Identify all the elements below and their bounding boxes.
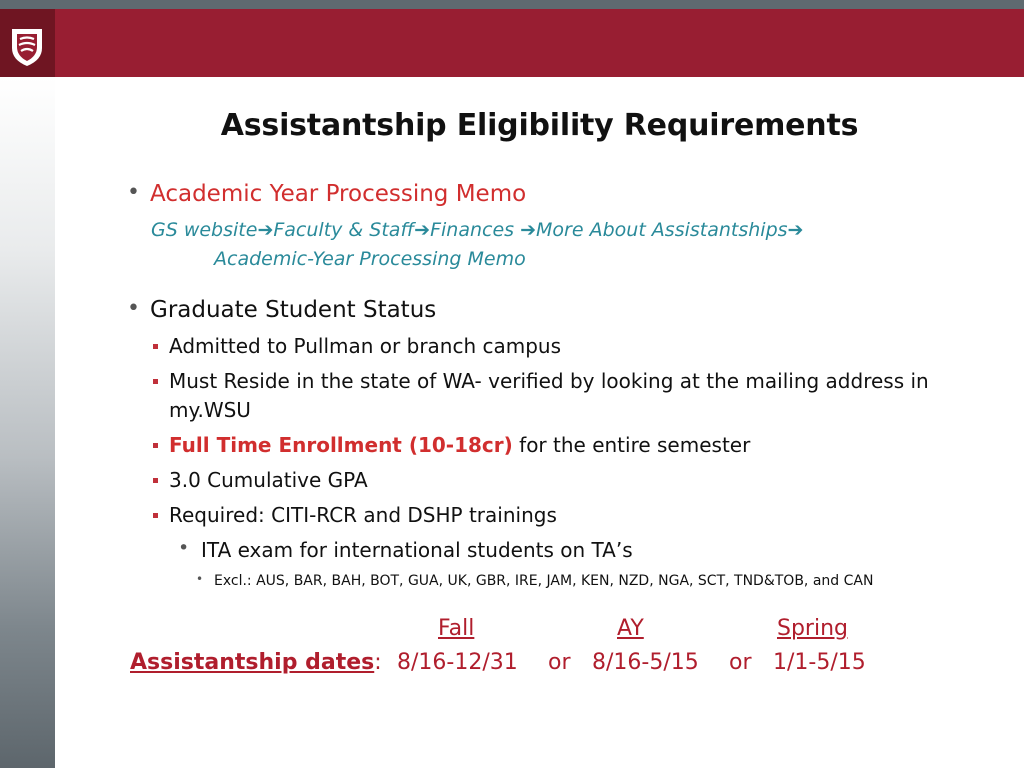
- arrow-right-icon: ➔: [414, 219, 431, 241]
- status-item-trainings: Required: CITI-RCR and DSHP trainings: [169, 503, 557, 527]
- square-bullet: [153, 344, 158, 349]
- status-item-enrollment: [169, 433, 750, 457]
- slide-title: Assistantship Eligibility Requirements: [220, 108, 859, 143]
- or-separator: or: [548, 650, 571, 675]
- bullet-dot: •: [127, 180, 140, 205]
- path-finances: Finances: [430, 219, 515, 241]
- path-faculty-staff: Faculty & Staff: [273, 219, 415, 241]
- left-sidebar-gradient: [0, 77, 55, 768]
- fall-header: Fall: [438, 616, 475, 641]
- enrollment-emphasis: Full Time Enrollment (10-18cr): [169, 433, 513, 457]
- memo-path-line-2: Academic-Year Processing Memo: [214, 248, 526, 270]
- square-bullet: [153, 379, 158, 384]
- path-more-about: More About Assistantships: [536, 219, 788, 241]
- bullet-dot: •: [178, 537, 190, 559]
- square-bullet: [153, 443, 158, 448]
- arrow-right-icon: ➔: [520, 219, 537, 241]
- bullet-dot: •: [127, 296, 140, 321]
- enrollment-rest: for the entire semester: [512, 433, 751, 457]
- path-gs-website: GS website: [151, 219, 258, 241]
- header-banner: [0, 9, 1024, 77]
- arrow-right-icon: ➔: [257, 219, 274, 241]
- memo-heading: Academic Year Processing Memo: [150, 181, 527, 207]
- status-item-admitted: Admitted to Pullman or branch campus: [169, 334, 562, 358]
- logo-box: [0, 9, 55, 77]
- status-item-reside: Must Reside in the state of WA- verified by looking at the mailing address in: [169, 369, 929, 393]
- spring-header: Spring: [777, 616, 848, 641]
- square-bullet: [153, 478, 158, 483]
- or-separator: or: [729, 650, 752, 675]
- memo-path-line-1: [151, 219, 803, 241]
- status-heading: Graduate Student Status: [150, 297, 437, 323]
- ita-exam-text: ITA exam for international students on TA’s: [201, 538, 633, 562]
- square-bullet: [153, 513, 158, 518]
- wsu-shield-logo: [10, 26, 44, 68]
- top-stripe: [0, 0, 1024, 9]
- fall-range: 8/16-12/31: [397, 650, 518, 675]
- arrow-right-icon: ➔: [787, 219, 804, 241]
- status-item-gpa: 3.0 Cumulative GPA: [169, 468, 368, 492]
- spring-range: 1/1-5/15: [773, 650, 866, 675]
- excluded-countries: Excl.: AUS, BAR, BAH, BOT, GUA, UK, GBR, IRE, JAM, KEN, NZD, NGA, SCT, TND&TOB, and CAN: [214, 573, 874, 589]
- bullet-dot: •: [196, 572, 204, 586]
- ay-range: 8/16-5/15: [592, 650, 699, 675]
- assistantship-dates-label: Assistantship dates:: [130, 650, 382, 675]
- status-item-reside-cont: my.WSU: [169, 398, 251, 422]
- ay-header: AY: [617, 616, 644, 641]
